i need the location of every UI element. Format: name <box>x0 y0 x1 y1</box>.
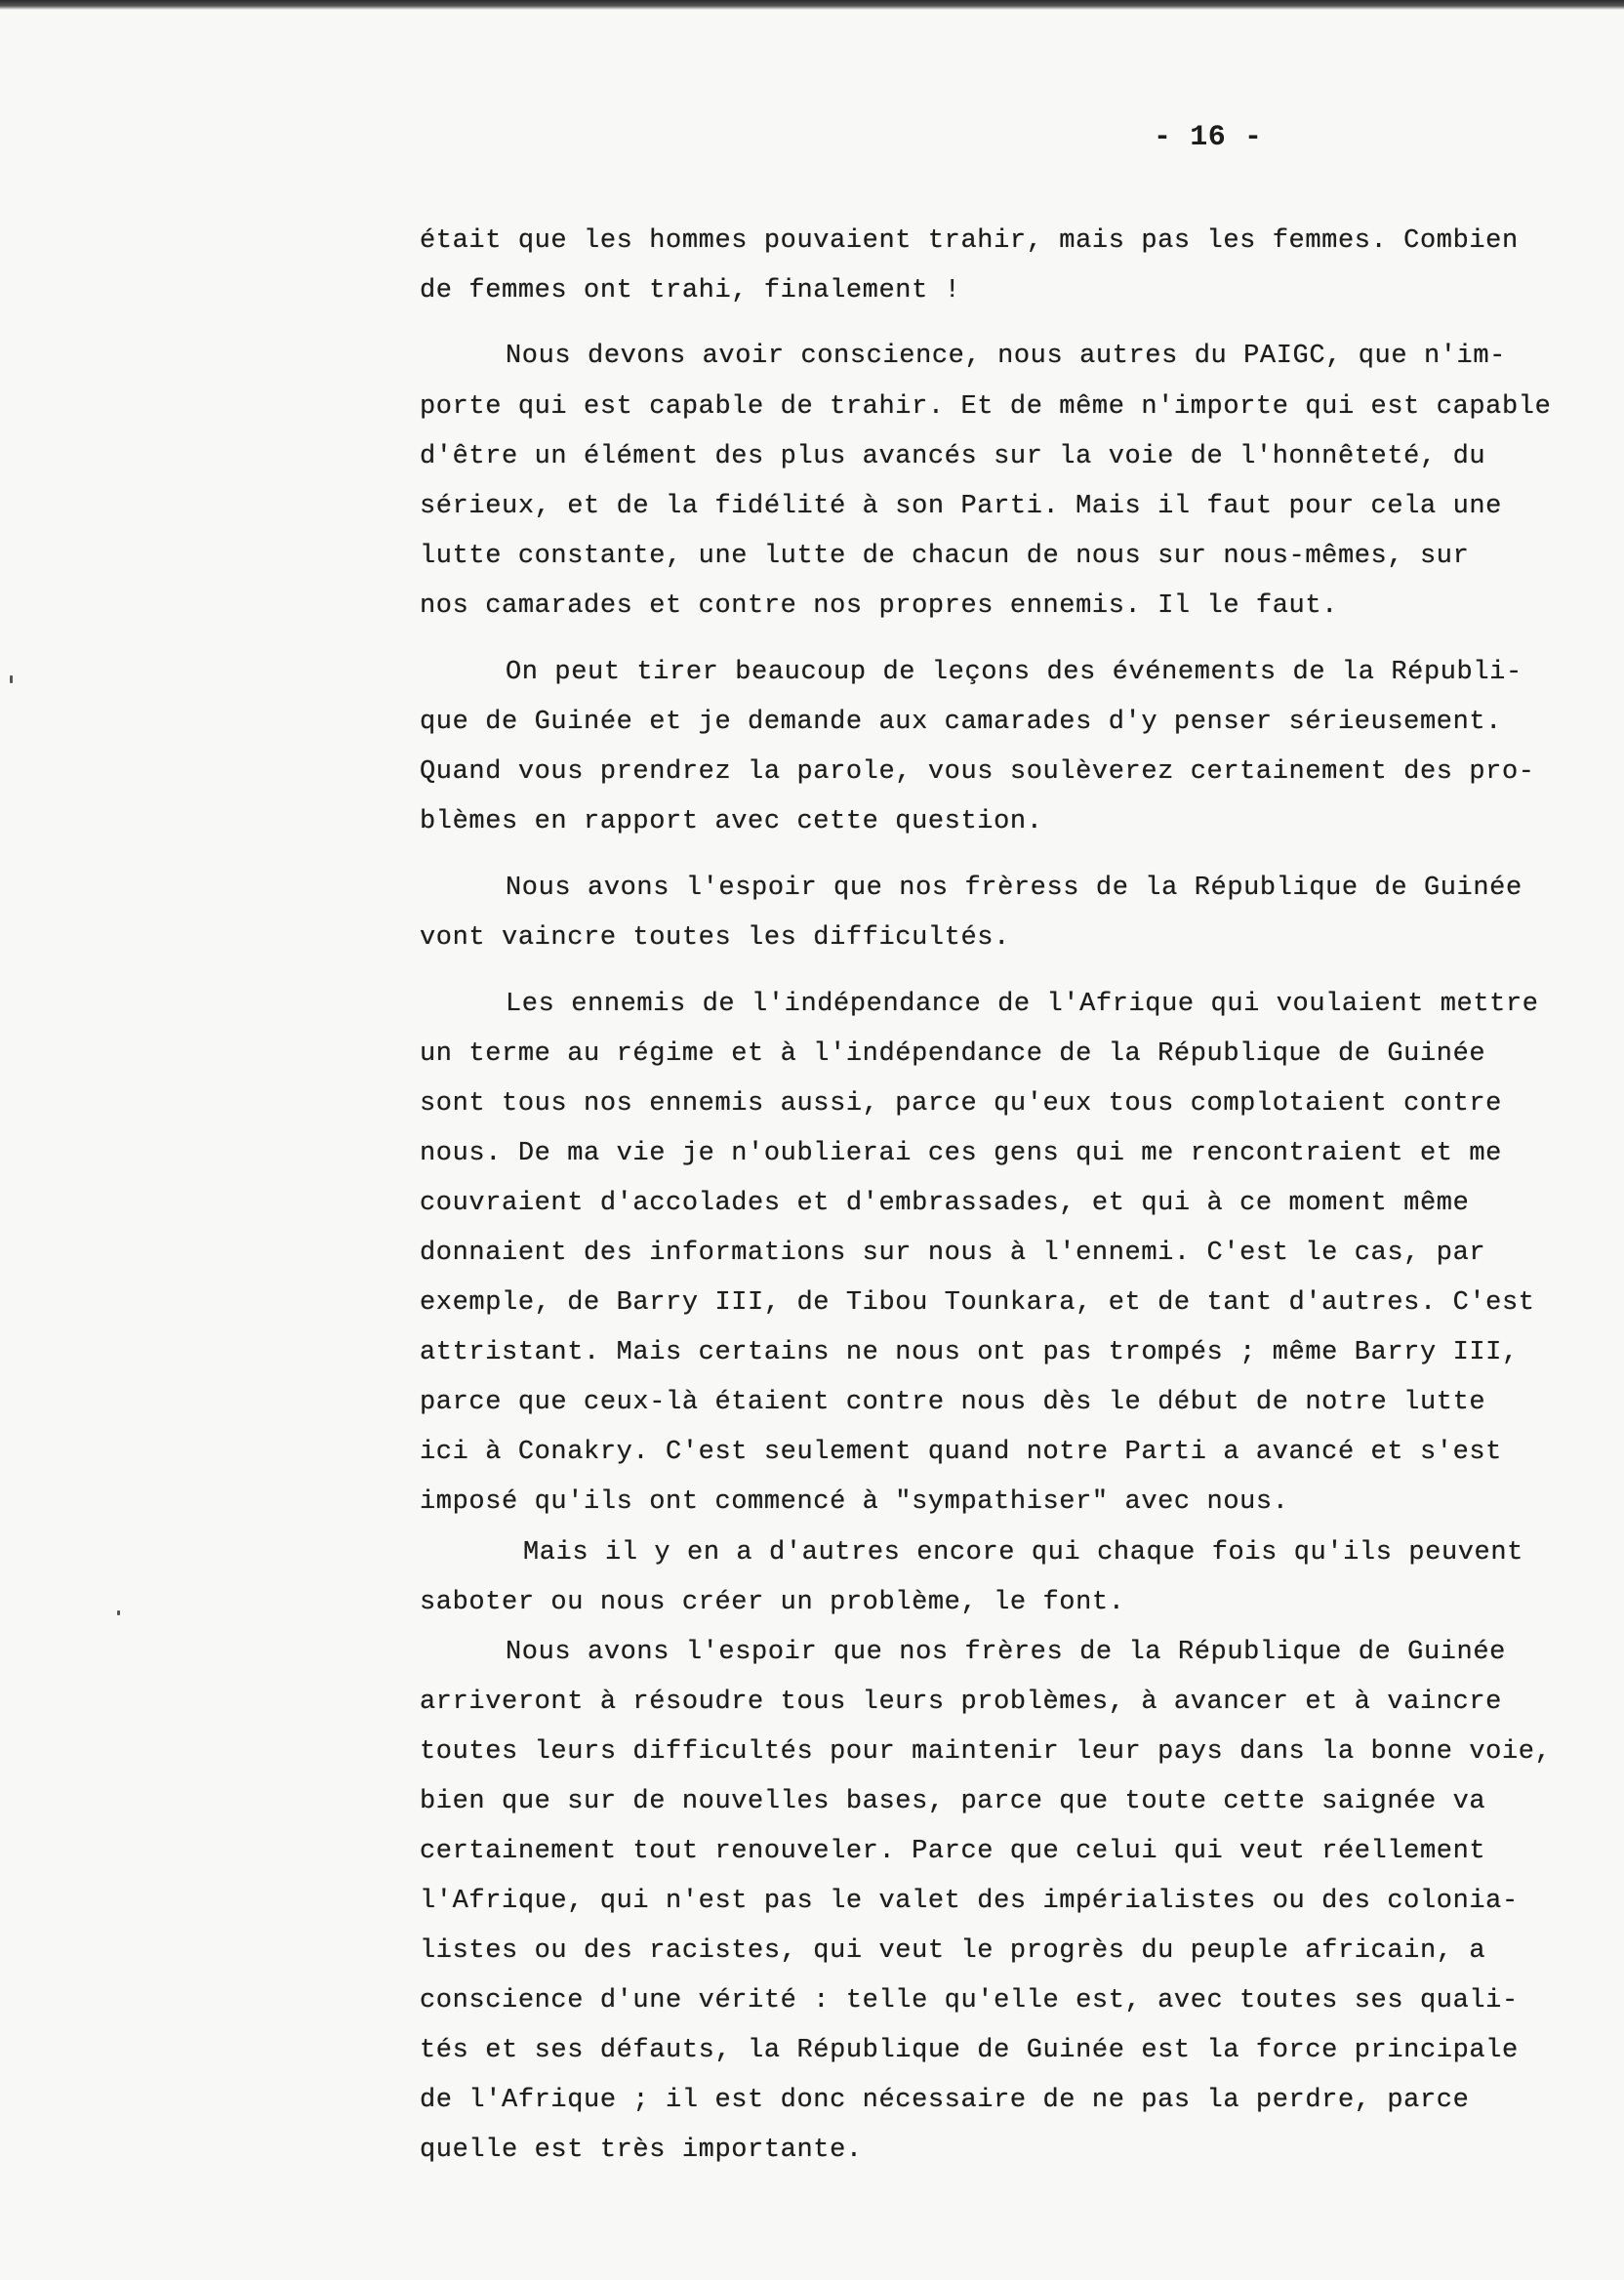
text-line: arriveront à résoudre tous leurs problèmes, à avancer et à vaincre <box>420 1688 1502 1717</box>
text-line: tés et ses défauts, la République de Guinée est la force principale <box>420 2036 1519 2065</box>
text-line: vont vaincre toutes les difficultés. <box>420 923 1010 953</box>
text-line: listes ou des racistes, qui veut le progrès du peuple africain, a <box>420 1936 1486 1966</box>
text-line: Les ennemis de l'indépendance de l'Afrique qui voulaient mettre <box>506 990 1539 1019</box>
text-line: conscience d'une vérité : telle qu'elle est, avec toutes ses quali- <box>420 1986 1519 2015</box>
text-line: exemple, de Barry III, de Tibou Tounkara, et de tant d'autres. C'est <box>420 1288 1535 1318</box>
text-line: l'Afrique, qui n'est pas le valet des impérialistes ou des colonia- <box>420 1887 1519 1916</box>
text-line: de l'Afrique ; il est donc nécessaire de ne pas la perdre, parce <box>420 2086 1470 2115</box>
text-line: de femmes ont trahi, finalement ! <box>420 276 961 305</box>
text-line: était que les hommes pouvaient trahir, mais pas les femmes. Combien <box>420 226 1519 256</box>
text-line: ici à Conakry. C'est seulement quand notre Parti a avancé et s'est <box>420 1438 1502 1467</box>
text-line: Nous avons l'espoir que nos frères de la République de Guinée <box>506 1638 1506 1667</box>
text-line: imposé qu'ils ont commencé à "sympathiser" avec nous. <box>420 1487 1289 1517</box>
text-line: lutte constante, une lutte de chacun de nous sur nous-mêmes, sur <box>420 542 1470 571</box>
text-line: sérieux, et de la fidélité à son Parti. Mais il faut pour cela une <box>420 492 1502 521</box>
text-line: nos camarades et contre nos propres ennemis. Il le faut. <box>420 591 1338 621</box>
text-line: sont tous nos ennemis aussi, parce qu'eux tous complotaient contre <box>420 1089 1502 1119</box>
page-number: - 16 - <box>1154 121 1263 154</box>
text-line: donnaient des informations sur nous à l'ennemi. C'est le cas, par <box>420 1239 1486 1268</box>
text-line: blèmes en rapport avec cette question. <box>420 807 1043 836</box>
text-line: quelle est très importante. <box>420 2136 863 2165</box>
text-line: nous. De ma vie je n'oublierai ces gens qui me rencontraient et me <box>420 1139 1502 1168</box>
text-line: toutes leurs difficultés pour maintenir leur pays dans la bonne voie, <box>420 1737 1552 1767</box>
text-line: Quand vous prendrez la parole, vous soulèverez certainement des pro- <box>420 757 1535 787</box>
text-line: attristant. Mais certains ne nous ont pas trompés ; même Barry III, <box>420 1338 1519 1367</box>
text-line: un terme au régime et à l'indépendance de la République de Guinée <box>420 1039 1486 1069</box>
text-line: Nous devons avoir conscience, nous autres du PAIGC, que n'im- <box>506 342 1506 371</box>
text-line: couvraient d'accolades et d'embrassades, et qui à ce moment même <box>420 1189 1470 1218</box>
text-line: Mais il y en a d'autres encore qui chaque fois qu'ils peuvent <box>523 1538 1523 1568</box>
text-line: porte qui est capable de trahir. Et de même n'importe qui est capable <box>420 392 1552 422</box>
text-line: certainement tout renouveler. Parce que celui qui veut réellement <box>420 1837 1486 1866</box>
text-line: bien que sur de nouvelles bases, parce que toute cette saignée va <box>420 1787 1486 1816</box>
text-line: d'être un élément des plus avancés sur la voie de l'honnêteté, du <box>420 442 1486 471</box>
text-line: que de Guinée et je demande aux camarades d'y penser sérieusement. <box>420 708 1502 737</box>
text-line: parce que ceux-là étaient contre nous dès le début de notre lutte <box>420 1388 1486 1417</box>
text-line: On peut tirer beaucoup de leçons des événements de la Républi- <box>506 658 1522 687</box>
text-line: saboter ou nous créer un problème, le font. <box>420 1588 1125 1617</box>
text-line: Nous avons l'espoir que nos frèress de la République de Guinée <box>506 874 1522 903</box>
